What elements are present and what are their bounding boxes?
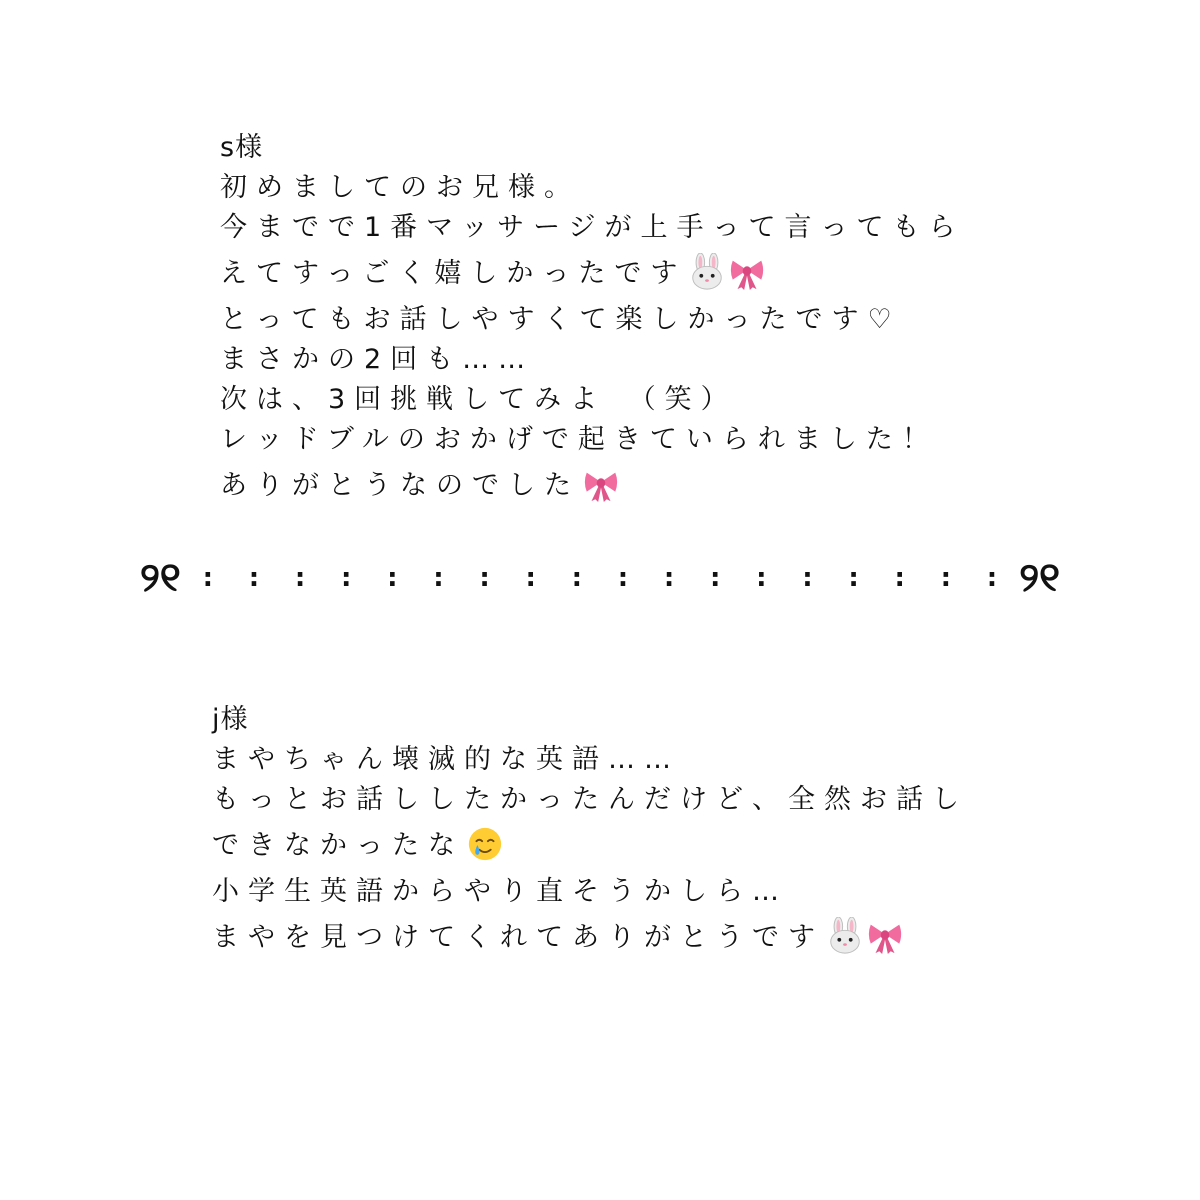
note-s-salutation: s様 [220,132,264,163]
divider-dot: : [387,563,398,593]
note-s [220,128,965,512]
divider-right-ornament: ୨୧ [1019,555,1060,601]
note-j-line-2: もっとお話ししたかったんだけど、全然お話し [212,784,968,815]
divider-dot: : [571,563,583,593]
note-s-line-5: まさかの2回も…… [220,344,535,375]
ribbon-icon [866,917,904,955]
divider-dot: : [848,563,859,593]
note-s-line-6: 次は、3回挑戦してみよ （笑） [220,384,737,415]
ribbon-icon [728,253,766,291]
note-j-salutation: j様 [212,704,249,735]
divider-dot: : [710,563,721,593]
divider-dot: : [617,563,629,593]
smiling-face-with-tear-icon [466,825,504,863]
note-s-line-3: えてすっごく嬉しかったです [220,258,687,289]
divider-left-ornament: ୨୧ [140,555,181,601]
note-j-line-4: 小学生英語からやり直そうかしら… [212,876,788,907]
note-s-line-2: 今までで1番マッサージが上手って言ってもら [220,212,965,243]
divider-dot: : [940,563,952,593]
note-s-line-8-row [220,460,965,512]
divider-dots [181,563,1019,593]
divider-dot: : [894,563,905,593]
note-j-line-5-row [212,912,968,964]
note-j-line-1: まやちゃん壊滅的な英語…… [212,744,680,775]
rabbit-face-icon [826,917,864,955]
rabbit-face-icon [688,253,726,291]
note-j-line-3: できなかったな [212,830,464,861]
divider-dot: : [248,563,260,593]
divider-dot: : [663,563,675,593]
divider-dot: : [479,563,490,593]
note-s-line-8: ありがとうなのでした [220,470,580,501]
note-s-line-3-row [220,248,965,300]
divider-dot: : [525,563,536,593]
note-s-line-7: レッドブルのおかげで起きていられました！ [220,424,938,455]
divider-dot: : [802,563,813,593]
divider-dot: : [341,563,352,593]
divider-dot: : [756,563,767,593]
decorative-divider [140,548,1060,608]
note-s-line-1: 初めましてのお兄様。 [220,172,580,203]
note-j-line-5: まやを見つけてくれてありがとうです [212,922,824,953]
note-j [212,700,968,964]
divider-dot: : [202,563,214,593]
divider-dot: : [986,563,998,593]
divider-dot: : [433,563,444,593]
ribbon-icon [582,465,620,503]
note-j-line-3-row [212,820,968,872]
divider-dot: : [294,563,306,593]
note-s-line-4: とってもお話しやすくて楽しかったです♡ [220,304,901,335]
